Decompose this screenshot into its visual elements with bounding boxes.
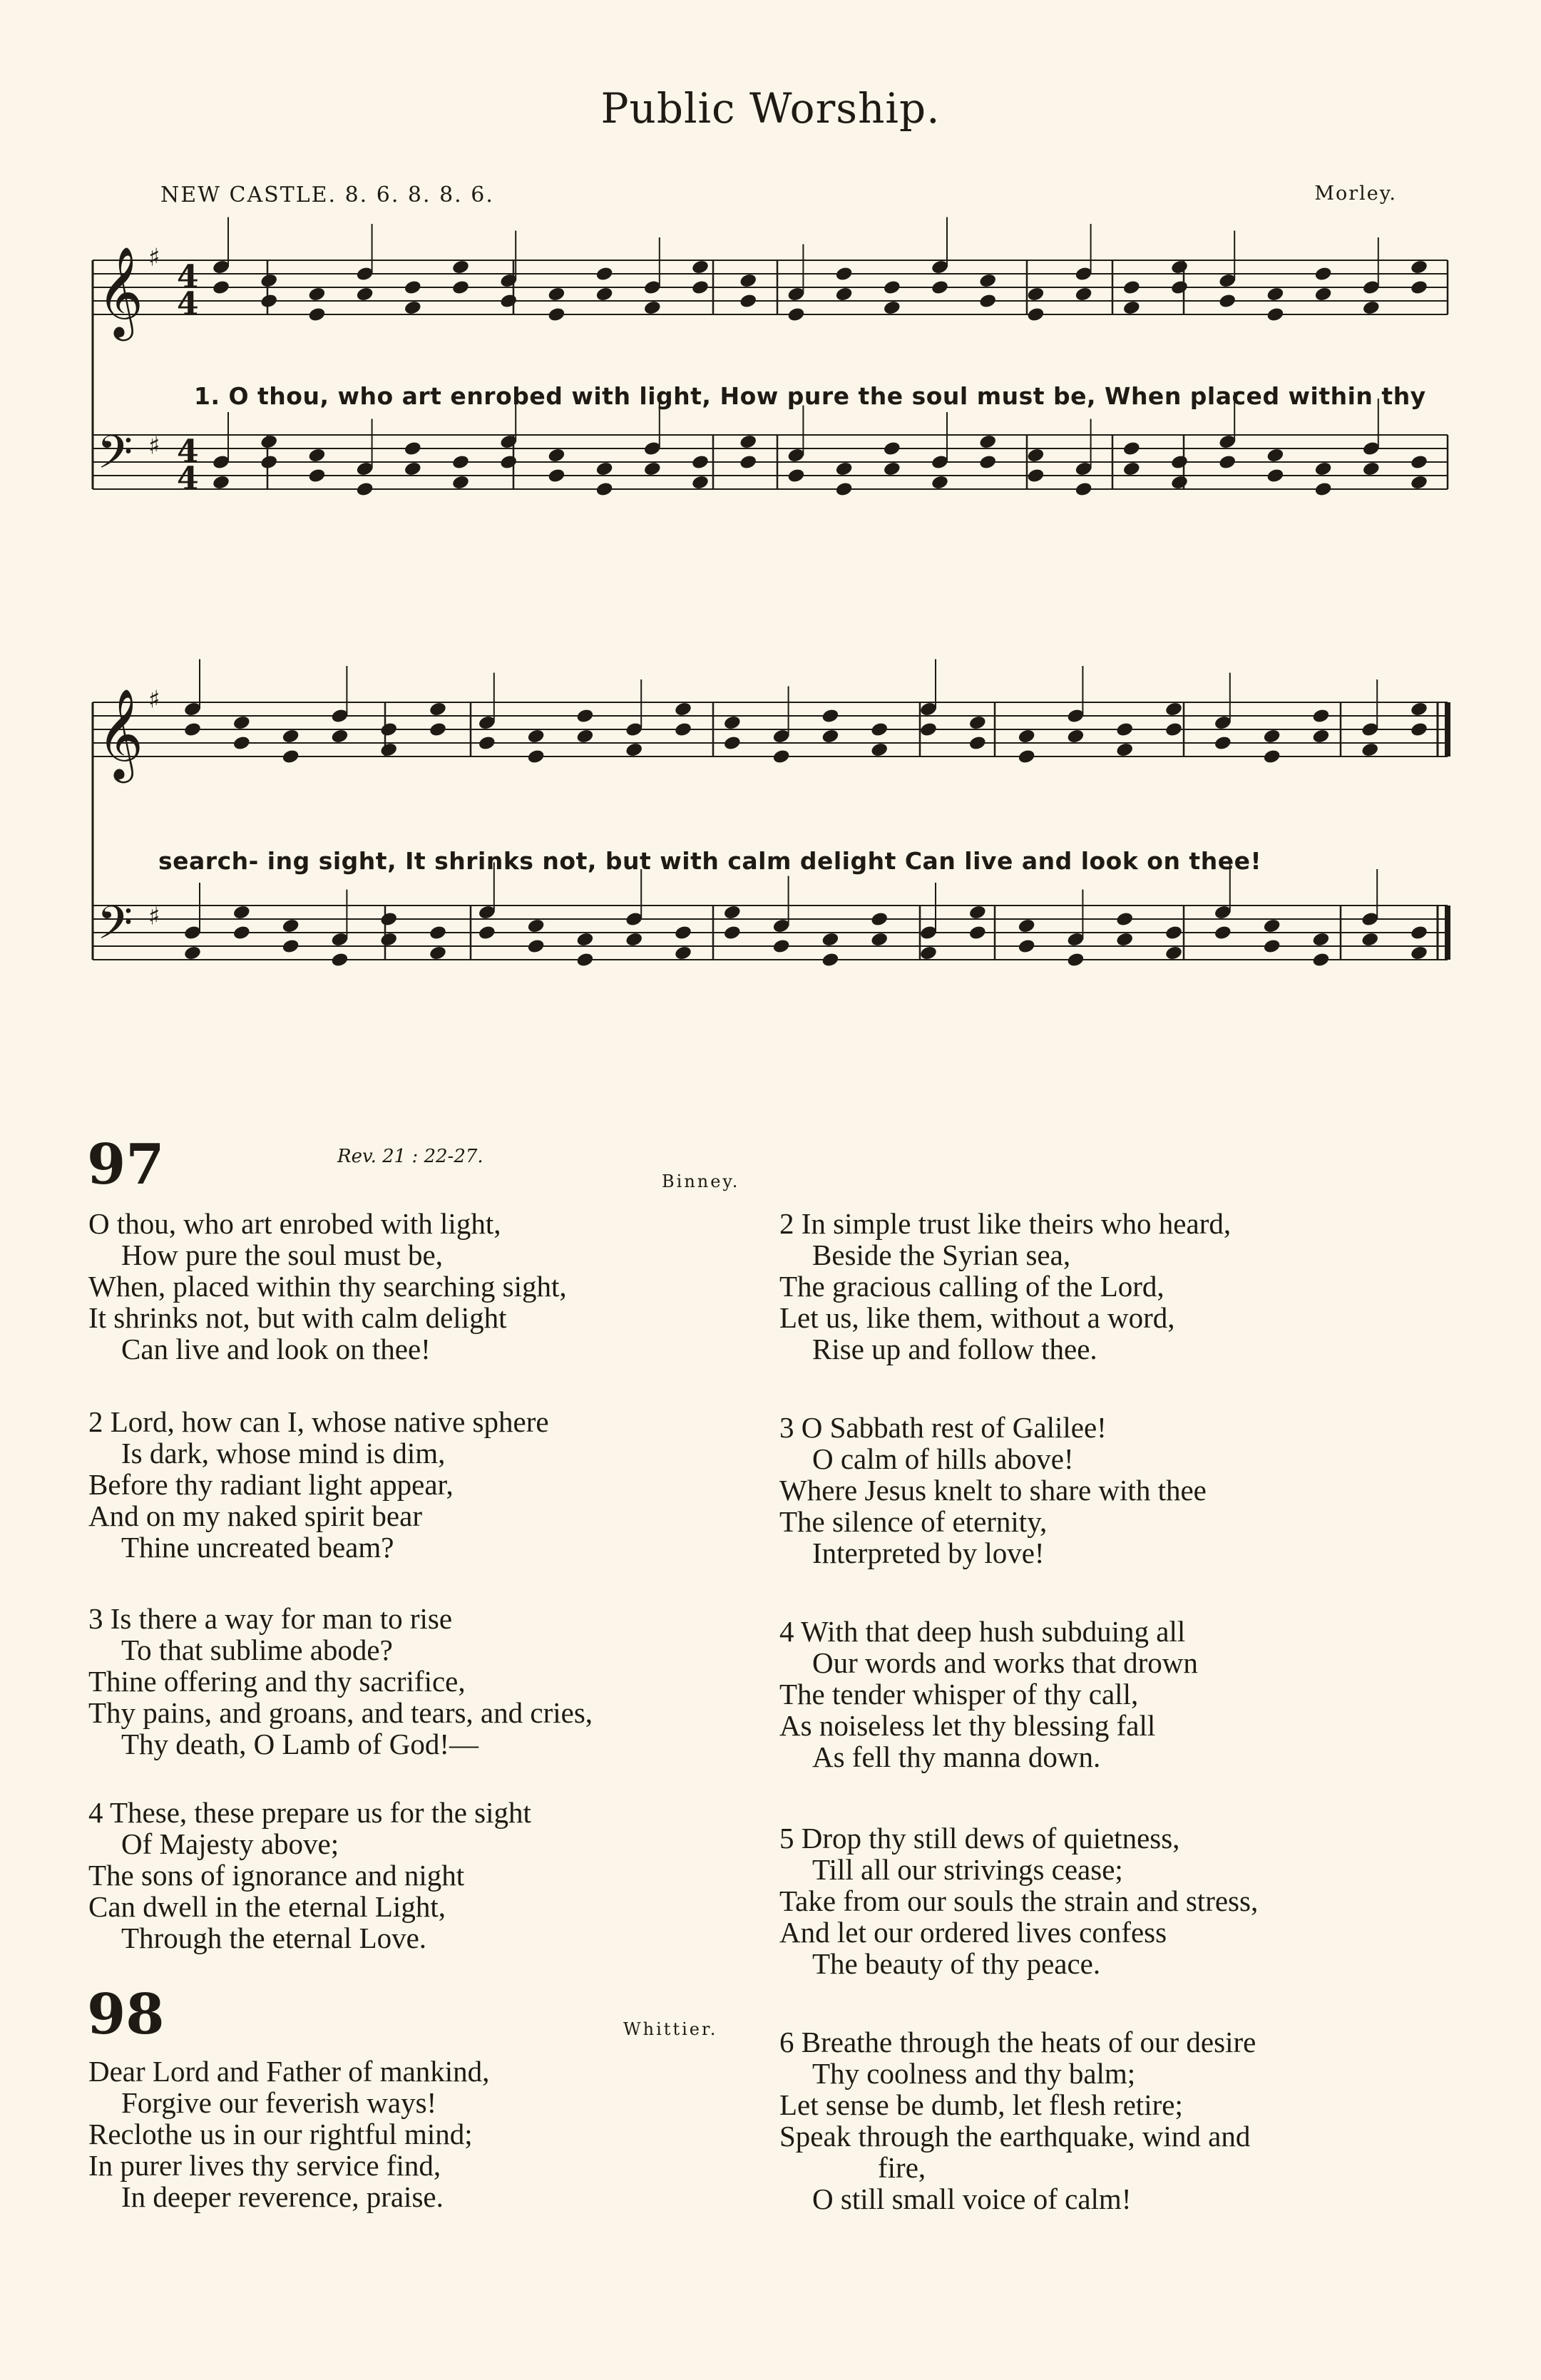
notehead: [919, 722, 938, 738]
stanza-line: 5 Drop thy still dews of quietness,: [779, 1822, 1180, 1855]
stanza-line: In purer lives thy service find,: [88, 2149, 441, 2182]
notehead: [429, 945, 447, 961]
notehead: [404, 441, 422, 457]
notehead: [232, 925, 251, 941]
notehead: [1122, 299, 1141, 316]
notehead: [232, 735, 251, 752]
notehead: [835, 481, 854, 498]
notehead: [478, 735, 496, 752]
notehead: [1311, 931, 1330, 948]
notehead: [232, 714, 251, 731]
stanza-line: How pure the soul must be,: [121, 1238, 443, 1271]
hymn-97-stanza-4: [88, 1797, 531, 1954]
stanza-line: Thine uncreated beam?: [121, 1531, 394, 1564]
notehead: [1170, 454, 1189, 471]
stanza-line: The tender whisper of thy call,: [779, 1678, 1139, 1710]
stanza-line: Interpreted by love!: [812, 1537, 1045, 1569]
stanza-line: Speak through the earthquake, wind and: [779, 2120, 1251, 2153]
notehead: [787, 468, 805, 484]
stanza-line: 4 These, these prepare us for the sight: [88, 1796, 531, 1829]
music-lyrics-line-1: 1. O thou, who art enrobed with light, How pure the soul must be, When placed within thy: [194, 382, 1426, 410]
notehead: [1410, 925, 1428, 941]
stanza-line: Thy coolness and thy balm;: [812, 2057, 1136, 2090]
notehead: [835, 286, 854, 302]
stanza-line: Thy pains, and groans, and tears, and cries,: [88, 1696, 593, 1729]
notehead: [1314, 266, 1333, 282]
notehead: [547, 307, 565, 323]
stanza-line: The silence of eternity,: [779, 1505, 1048, 1538]
notehead: [883, 441, 901, 457]
hymn-97-reference: Rev. 21 : 22-27.: [337, 1146, 483, 1167]
time-signature-bottom: 4: [177, 461, 199, 497]
notehead: [1115, 931, 1134, 948]
notehead: [212, 279, 230, 296]
time-signature-top: 4: [177, 434, 199, 470]
notehead: [307, 468, 326, 484]
notehead: [870, 722, 889, 738]
stanza-line: O still small voice of calm!: [812, 2182, 1132, 2215]
notehead: [1018, 918, 1036, 934]
notehead: [643, 461, 662, 477]
notehead: [870, 742, 889, 758]
notehead: [1218, 454, 1237, 471]
notehead: [968, 925, 987, 941]
notehead: [691, 279, 710, 296]
notehead: [1362, 299, 1381, 316]
notehead: [1164, 945, 1183, 961]
notehead: [575, 708, 594, 724]
notehead: [1115, 742, 1134, 758]
notehead: [547, 447, 565, 463]
notehead: [919, 945, 938, 961]
stanza-line: 3 O Sabbath rest of Galilee!: [779, 1411, 1107, 1444]
notehead: [527, 728, 546, 744]
notehead: [1214, 925, 1232, 941]
notehead: [356, 286, 374, 302]
notehead: [1214, 735, 1232, 752]
notehead: [575, 931, 594, 948]
notehead: [451, 474, 470, 491]
notehead: [260, 293, 278, 309]
notehead: [739, 434, 757, 450]
notehead: [1361, 931, 1379, 948]
notehead: [1263, 749, 1281, 765]
notehead: [723, 714, 742, 731]
notehead: [404, 279, 422, 296]
notehead: [1266, 468, 1284, 484]
music-lyrics-line-2: search- ing sight, It shrinks not, but with calm delight Can live and look on thee!: [158, 847, 1262, 875]
notehead: [1361, 742, 1379, 758]
notehead: [547, 286, 565, 302]
notehead: [183, 945, 202, 961]
notehead: [1263, 918, 1281, 934]
notehead: [379, 931, 398, 948]
stanza-line: Thy death, O Lamb of God!—: [121, 1728, 478, 1760]
notehead: [968, 735, 987, 752]
notehead: [499, 454, 518, 471]
notehead: [1075, 286, 1093, 302]
notehead: [232, 904, 251, 920]
notehead: [739, 454, 757, 471]
stanza-line: As noiseless let thy blessing fall: [779, 1709, 1156, 1742]
hymn-98-stanza-4: [779, 1616, 1198, 1773]
notehead: [1314, 286, 1333, 302]
notehead: [595, 286, 614, 302]
stanza-line: Where Jesus knelt to share with thee: [779, 1474, 1207, 1507]
notehead: [379, 911, 398, 928]
notehead: [1410, 279, 1428, 296]
stanza-line: It shrinks not, but with calm delight: [88, 1301, 507, 1334]
notehead: [1410, 454, 1428, 471]
notehead: [183, 722, 202, 738]
notehead: [1075, 481, 1093, 498]
notehead: [478, 925, 496, 941]
notehead: [870, 911, 889, 928]
notehead: [260, 272, 278, 289]
notehead: [575, 728, 594, 744]
notehead: [1170, 279, 1189, 296]
notehead: [1266, 447, 1284, 463]
treble-clef: 𝄞: [97, 687, 144, 779]
stanza-line: Reclothe us in our rightful mind;: [88, 2118, 473, 2150]
treble-clef: 𝄞: [97, 245, 144, 337]
stanza-line: Rise up and follow thee.: [812, 1333, 1097, 1365]
notehead: [821, 952, 839, 968]
notehead: [772, 749, 791, 765]
notehead: [883, 279, 901, 296]
notehead: [1018, 938, 1036, 955]
notehead: [968, 714, 987, 731]
notehead: [1266, 286, 1284, 302]
hymn-97-number: 97: [87, 1132, 165, 1197]
key-signature-sharp: ♯: [148, 685, 160, 714]
notehead: [1311, 728, 1330, 744]
notehead: [451, 259, 470, 275]
notehead: [595, 481, 614, 498]
running-head: Public Worship.: [600, 84, 941, 133]
key-signature-sharp: ♯: [148, 431, 160, 461]
key-signature-sharp: ♯: [148, 902, 160, 931]
notehead: [1026, 468, 1045, 484]
notehead: [1026, 447, 1045, 463]
notehead: [1115, 911, 1134, 928]
stanza-line: fire,: [878, 2151, 926, 2184]
notehead: [1164, 722, 1183, 738]
notehead: [404, 299, 422, 316]
notehead: [1122, 461, 1141, 477]
hymn-98-stanza-3: [779, 1412, 1207, 1569]
notehead: [691, 259, 710, 275]
notehead: [674, 722, 692, 738]
notehead: [1410, 701, 1428, 717]
notehead: [379, 742, 398, 758]
notehead: [1410, 945, 1428, 961]
stanza-line: The gracious calling of the Lord,: [779, 1270, 1164, 1303]
notehead: [1311, 952, 1330, 968]
stanza-line: 6 Breathe through the heats of our desire: [779, 2026, 1256, 2058]
stanza-line: 2 Lord, how can I, whose native sphere: [88, 1405, 549, 1438]
notehead: [527, 749, 546, 765]
hymn-98-stanza-1: [88, 2056, 489, 2212]
bass-clef: 𝄢: [97, 426, 133, 491]
notehead: [931, 279, 949, 296]
notehead: [674, 925, 692, 941]
notehead: [1164, 701, 1183, 717]
notehead: [1018, 749, 1036, 765]
notehead: [1066, 952, 1085, 968]
notehead: [1266, 307, 1284, 323]
notehead: [643, 299, 662, 316]
notehead: [723, 904, 742, 920]
notehead: [1026, 286, 1045, 302]
notehead: [870, 931, 889, 948]
notehead: [595, 461, 614, 477]
notehead: [1410, 259, 1428, 275]
stanza-line: Through the eternal Love.: [121, 1922, 427, 1954]
stanza-line: Of Majesty above;: [121, 1827, 339, 1860]
notehead: [691, 454, 710, 471]
notehead: [451, 279, 470, 296]
notehead: [260, 454, 278, 471]
notehead: [723, 925, 742, 941]
notehead: [1362, 461, 1381, 477]
notehead: [307, 447, 326, 463]
notehead: [527, 918, 546, 934]
notehead: [499, 293, 518, 309]
bass-clef: 𝄢: [97, 896, 133, 961]
hymn-98-author: Whittier.: [623, 2019, 718, 2039]
stanza-line: And let our ordered lives confess: [779, 1916, 1167, 1949]
notehead: [1410, 474, 1428, 491]
notehead: [429, 722, 447, 738]
notehead: [282, 728, 300, 744]
hymn-98-stanza-6: [779, 2026, 1256, 2215]
notehead: [978, 454, 997, 471]
notehead: [1122, 279, 1141, 296]
notehead: [978, 293, 997, 309]
notehead: [595, 266, 614, 282]
notehead: [1311, 708, 1330, 724]
notehead: [1263, 938, 1281, 955]
stanza-line: To that sublime abode?: [121, 1633, 393, 1666]
notehead: [1314, 481, 1333, 498]
notehead: [1170, 259, 1189, 275]
notehead: [772, 938, 791, 955]
notehead: [212, 474, 230, 491]
notehead: [451, 454, 470, 471]
hymn-98-number: 98: [87, 1982, 165, 2047]
notehead: [1115, 722, 1134, 738]
time-signature-bottom: 4: [177, 286, 199, 322]
key-signature-sharp: ♯: [148, 243, 160, 272]
stanza-line: Is dark, whose mind is dim,: [121, 1437, 446, 1469]
notehead: [547, 468, 565, 484]
notehead: [282, 749, 300, 765]
stanza-line: In deeper reverence, praise.: [121, 2180, 444, 2213]
notehead: [379, 722, 398, 738]
notehead: [821, 708, 839, 724]
stanza-line: Dear Lord and Father of mankind,: [88, 2055, 490, 2088]
stanza-line: 3 Is there a way for man to rise: [88, 1602, 453, 1635]
notehead: [307, 307, 326, 323]
notehead: [691, 474, 710, 491]
stanza-line: 4 With that deep hush subduing all: [779, 1615, 1186, 1648]
time-signature-top: 4: [177, 259, 199, 295]
stanza-line: And on my naked spirit bear: [88, 1499, 422, 1532]
notehead: [883, 299, 901, 316]
notehead: [625, 742, 643, 758]
notehead: [527, 938, 546, 955]
notehead: [739, 293, 757, 309]
notehead: [674, 945, 692, 961]
notehead: [1314, 461, 1333, 477]
notehead: [1170, 474, 1189, 491]
notehead: [1410, 722, 1428, 738]
stanza-line: Can dwell in the eternal Light,: [88, 1890, 446, 1923]
notehead: [978, 272, 997, 289]
notehead: [723, 735, 742, 752]
notehead: [883, 461, 901, 477]
notehead: [356, 481, 374, 498]
notehead: [625, 931, 643, 948]
notehead: [307, 286, 326, 302]
stanza-line: Till all our strivings cease;: [812, 1853, 1123, 1886]
notehead: [282, 918, 300, 934]
notehead: [978, 434, 997, 450]
notehead: [821, 728, 839, 744]
stanza-line: O calm of hills above!: [812, 1442, 1074, 1475]
stanza-line: 2 In simple trust like theirs who heard,: [779, 1207, 1232, 1240]
stanza-line: Let us, like them, without a word,: [779, 1301, 1175, 1334]
notehead: [821, 931, 839, 948]
stanza-line: Take from our souls the strain and stress,: [779, 1884, 1259, 1917]
hymn-97-stanza-2: [88, 1406, 549, 1563]
music-score: [0, 0, 1541, 1055]
notehead: [429, 701, 447, 717]
notehead: [1066, 728, 1085, 744]
notehead: [968, 904, 987, 920]
stanza-line: Can live and look on thee!: [121, 1333, 431, 1365]
hymn-97-stanza-1: [88, 1208, 567, 1365]
notehead: [260, 434, 278, 450]
notehead: [1026, 307, 1045, 323]
stanza-line: As fell thy manna down.: [812, 1740, 1101, 1773]
stanza-line: The beauty of thy peace.: [812, 1947, 1101, 1980]
notehead: [835, 266, 854, 282]
notehead: [674, 701, 692, 717]
stanza-line: When, placed within thy searching sight,: [88, 1270, 567, 1303]
notehead: [1218, 293, 1237, 309]
stanza-line: The sons of ignorance and night: [88, 1859, 465, 1892]
hymn-98-stanza-5: [779, 1822, 1258, 1979]
hymn-97-author: Binney.: [662, 1171, 740, 1191]
stanza-line: Thine offering and thy sacrifice,: [88, 1665, 466, 1698]
notehead: [1164, 925, 1183, 941]
notehead: [404, 461, 422, 477]
notehead: [835, 461, 854, 477]
notehead: [429, 925, 447, 941]
stanza-line: Forgive our feverish ways!: [121, 2086, 437, 2119]
stanza-line: Our words and works that drown: [812, 1646, 1198, 1679]
stanza-line: Beside the Syrian sea,: [812, 1238, 1071, 1271]
hymn-97-stanza-3: [88, 1603, 593, 1760]
notehead: [330, 728, 349, 744]
notehead: [931, 474, 949, 491]
stanza-line: Let sense be dumb, let flesh retire;: [779, 2088, 1183, 2121]
tune-composer: Morley.: [1314, 183, 1397, 205]
notehead: [1122, 441, 1141, 457]
notehead: [739, 272, 757, 289]
tune-name-meter: NEW CASTLE. 8. 6. 8. 8. 6.: [160, 183, 494, 207]
notehead: [282, 938, 300, 955]
notehead: [575, 952, 594, 968]
stanza-line: Before thy radiant light appear,: [88, 1468, 454, 1501]
hymn-98-stanza-2: [779, 1208, 1231, 1365]
notehead: [1018, 728, 1036, 744]
notehead: [330, 952, 349, 968]
stanza-line: O thou, who art enrobed with light,: [88, 1207, 501, 1240]
notehead: [1263, 728, 1281, 744]
notehead: [787, 307, 805, 323]
